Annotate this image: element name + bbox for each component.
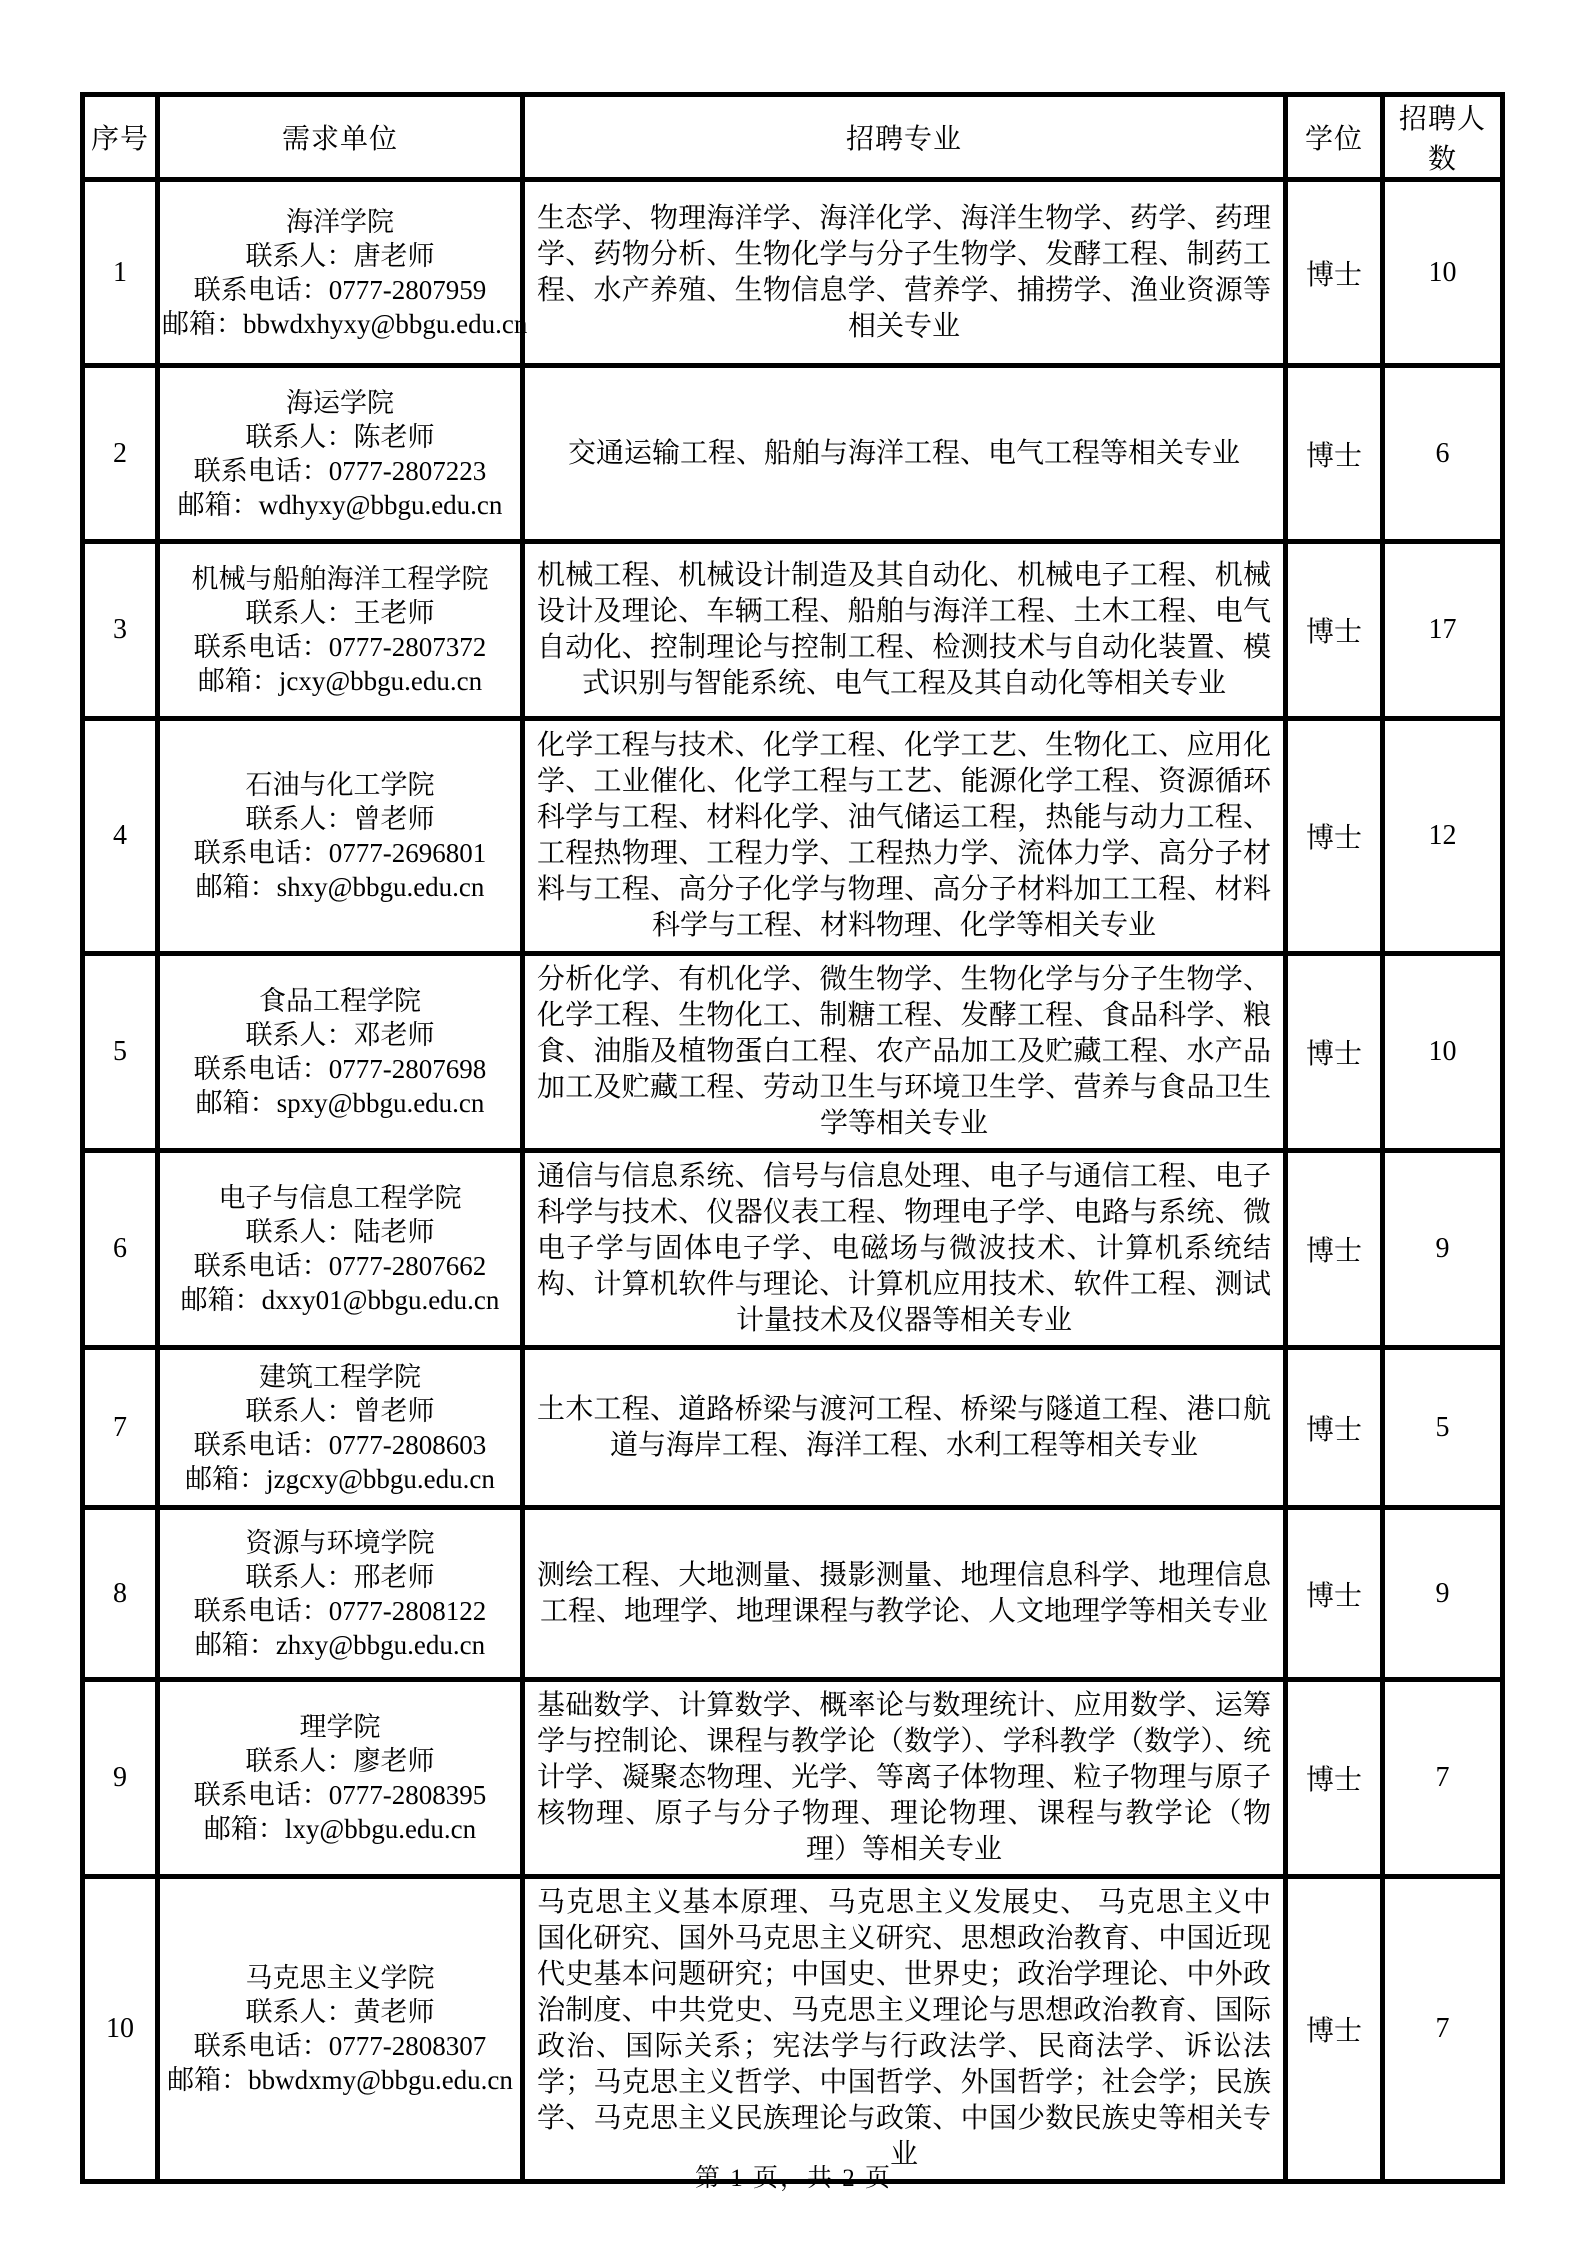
unit-line: 食品工程学院 <box>259 986 421 1016</box>
unit-cell <box>158 719 523 954</box>
majors-cell: 化学工程与技术、化学工程、化学工艺、生物化工、应用化学、工业催化、化学工程与工艺、能源化学工程、资源循环科学与工程、材料化学、油气储运工程，热能与动力工程、工程热物理、工程力学、工程热力学、流体力学、高分子材料与工程、高分子化学与物理、高分子材料加工工程、材料科学与工程、材料物理、化学等相关专业 <box>523 719 1286 954</box>
degree-cell: 博士 <box>1286 1680 1383 1877</box>
degree-cell: 博士 <box>1286 719 1383 954</box>
majors-cell: 土木工程、道路桥梁与渡河工程、桥梁与隧道工程、港口航道与海岸工程、海洋工程、水利工程等相关专业 <box>523 1348 1286 1508</box>
unit-cell <box>158 1508 523 1680</box>
row-number-cell: 7 <box>83 1348 158 1508</box>
unit-line: 海洋学院 <box>286 206 394 237</box>
unit-cell <box>158 954 523 1151</box>
table-row <box>83 1680 1503 1877</box>
table-row <box>83 1151 1503 1348</box>
row-number-cell: 5 <box>83 954 158 1151</box>
count-cell: 5 <box>1383 1348 1503 1508</box>
unit-line: 联系电话：0777-2696801 <box>193 838 487 868</box>
unit-line: 联系电话：0777-2808122 <box>193 1595 487 1626</box>
unit-line: 海运学院 <box>286 387 394 418</box>
table-row <box>83 1348 1503 1508</box>
majors-cell: 生态学、物理海洋学、海洋化学、海洋生物学、药学、药理学、药物分析、生物化学与分子生物学、发酵工程、制药工程、水产养殖、生物信息学、营养学、捕捞学、渔业资源等相关专业 <box>523 180 1286 366</box>
row-number-cell: 6 <box>83 1151 158 1348</box>
unit-line: 联系电话：0777-2808395 <box>193 1780 487 1810</box>
degree-cell: 博士 <box>1286 180 1383 366</box>
page-footer: 第 1 页，共 2 页 <box>694 2165 892 2192</box>
unit-line: 建筑工程学院 <box>259 1361 421 1392</box>
table-row <box>83 180 1503 366</box>
count-cell: 10 <box>1383 954 1503 1151</box>
row-number-cell: 2 <box>83 366 158 542</box>
col-header-unit: 需求单位 <box>158 95 523 180</box>
count-cell: 6 <box>1383 366 1503 542</box>
unit-line: 联系人：廖老师 <box>245 1746 435 1776</box>
unit-line: 联系电话：0777-2808603 <box>193 1429 487 1460</box>
unit-line: 联系人：黄老师 <box>245 1997 435 2027</box>
degree-cell: 博士 <box>1286 1151 1383 1348</box>
table-row <box>83 954 1503 1151</box>
count-cell: 9 <box>1383 1508 1503 1680</box>
count-cell: 17 <box>1383 542 1503 719</box>
unit-line: 邮箱：jzgcxy@bbgu.edu.cn <box>185 1463 495 1494</box>
count-cell: 7 <box>1383 1680 1503 1877</box>
unit-line: 联系电话：0777-2808307 <box>193 2031 487 2061</box>
unit-line: 联系人：陆老师 <box>245 1217 435 1247</box>
unit-line: 石油与化工学院 <box>245 770 435 800</box>
unit-line: 联系电话：0777-2807698 <box>193 1054 487 1084</box>
unit-line: 邮箱：dxxy01@bbgu.edu.cn <box>180 1285 500 1315</box>
count-cell: 10 <box>1383 180 1503 366</box>
majors-cell: 交通运输工程、船舶与海洋工程、电气工程等相关专业 <box>523 366 1286 542</box>
unit-cell <box>158 180 528 366</box>
col-header-degree: 学位 <box>1286 95 1383 180</box>
unit-line: 邮箱：lxy@bbgu.edu.cn <box>203 1814 477 1844</box>
degree-cell: 博士 <box>1286 1877 1383 2182</box>
unit-line: 邮箱：spxy@bbgu.edu.cn <box>195 1088 485 1118</box>
degree-cell: 博士 <box>1286 1508 1383 1680</box>
unit-line: 联系人：王老师 <box>245 598 435 628</box>
count-cell: 12 <box>1383 719 1503 954</box>
col-header-no: 序号 <box>83 95 158 180</box>
unit-line: 资源与环境学院 <box>245 1527 435 1558</box>
unit-line: 联系电话：0777-2807662 <box>193 1251 487 1281</box>
table-row <box>83 719 1503 954</box>
table-row <box>83 542 1503 719</box>
majors-cell: 马克思主义基本原理、马克思主义发展史、 马克思主义中国化研究、国外马克思主义研究、思想政治教育、中国近现代史基本问题研究；中国史、世界史；政治学理论、中外政治制度、中共党史、马克思主义理论与思想政治教育、国际政治、国际关系；宪法学与行政法学、民商法学、诉讼法学；马克思主义哲学、中国哲学、外国哲学；社会学；民族学、马克思主义民族理论与政策、中国少数民族史等相关专业 <box>523 1877 1286 2182</box>
unit-line: 机械与船舶海洋工程学院 <box>191 564 489 594</box>
unit-line: 联系人：曾老师 <box>245 804 435 834</box>
unit-cell <box>158 1680 523 1877</box>
table-row <box>83 1877 1503 2182</box>
row-number-cell: 8 <box>83 1508 158 1680</box>
unit-cell <box>158 542 523 719</box>
majors-cell: 测绘工程、大地测量、摄影测量、地理信息科学、地理信息工程、地理学、地理课程与教学论、人文地理学等相关专业 <box>523 1508 1286 1680</box>
majors-cell: 分析化学、有机化学、微生物学、生物化学与分子生物学、化学工程、生物化工、制糖工程、发酵工程、食品科学、粮食、油脂及植物蛋白工程、农产品加工及贮藏工程、水产品加工及贮藏工程、劳动卫生与环境卫生学、营养与食品卫生学等相关专业 <box>523 954 1286 1151</box>
unit-line: 联系电话：0777-2807372 <box>193 632 487 662</box>
table-row <box>83 366 1503 542</box>
col-header-majors: 招聘专业 <box>523 95 1286 180</box>
unit-cell <box>158 366 523 542</box>
unit-line: 马克思主义学院 <box>245 1963 435 1993</box>
degree-cell: 博士 <box>1286 954 1383 1151</box>
unit-cell <box>158 1348 523 1508</box>
col-header-count: 招聘人数 <box>1383 95 1503 180</box>
degree-cell: 博士 <box>1286 542 1383 719</box>
row-number-cell: 10 <box>83 1877 158 2182</box>
table-row <box>83 1508 1503 1680</box>
majors-cell: 机械工程、机械设计制造及其自动化、机械电子工程、机械设计及理论、车辆工程、船舶与海洋工程、土木工程、电气自动化、控制理论与控制工程、检测技术与自动化装置、模式识别与智能系统、电气工程及其自动化等相关专业 <box>523 542 1286 719</box>
unit-line: 联系人：唐老师 <box>245 240 435 271</box>
row-number-cell: 1 <box>83 180 158 366</box>
unit-line: 联系电话：0777-2807223 <box>193 455 487 486</box>
unit-line: 邮箱：wdhyxy@bbgu.edu.cn <box>177 489 503 520</box>
unit-line: 邮箱：bbwdxhyxy@bbgu.edu.cn <box>162 308 528 339</box>
unit-line: 邮箱：jcxy@bbgu.edu.cn <box>197 666 483 696</box>
majors-cell: 基础数学、计算数学、概率论与数理统计、应用数学、运筹学与控制论、课程与教学论（数学）、学科教学（数学）、统计学、凝聚态物理、光学、等离子体物理、粒子物理与原子核物理、原子与分子物理、理论物理、课程与教学论（物理）等相关专业 <box>523 1680 1286 1877</box>
majors-cell: 通信与信息系统、信号与信息处理、电子与通信工程、电子科学与技术、仪器仪表工程、物理电子学、电路与系统、微电子学与固体电子学、电磁场与微波技术、计算机系统结构、计算机软件与理论、计算机应用技术、软件工程、测试计量技术及仪器等相关专业 <box>523 1151 1286 1348</box>
count-cell: 7 <box>1383 1877 1503 2182</box>
row-number-cell: 3 <box>83 542 158 719</box>
table-body <box>83 180 1503 2182</box>
unit-cell <box>158 1151 523 1348</box>
unit-line: 联系人：曾老师 <box>245 1395 435 1426</box>
unit-cell <box>158 1877 523 2182</box>
unit-line: 联系电话：0777-2807959 <box>193 274 487 305</box>
table-header <box>83 95 1503 180</box>
unit-line: 理学院 <box>299 1712 381 1742</box>
unit-line: 邮箱：bbwdxmy@bbgu.edu.cn <box>167 2065 513 2095</box>
degree-cell: 博士 <box>1286 1348 1383 1508</box>
count-cell: 9 <box>1383 1151 1503 1348</box>
unit-line: 联系人：邓老师 <box>245 1020 435 1050</box>
degree-cell: 博士 <box>1286 366 1383 542</box>
unit-line: 电子与信息工程学院 <box>218 1183 462 1213</box>
unit-line: 邮箱：shxy@bbgu.edu.cn <box>195 872 485 902</box>
row-number-cell: 4 <box>83 719 158 954</box>
header-row <box>83 95 1503 180</box>
row-number-cell: 9 <box>83 1680 158 1877</box>
recruitment-table <box>80 92 1505 2184</box>
unit-line: 联系人：邢老师 <box>245 1561 435 1592</box>
unit-line: 联系人：陈老师 <box>245 421 435 452</box>
unit-line: 邮箱：zhxy@bbgu.edu.cn <box>194 1629 486 1660</box>
